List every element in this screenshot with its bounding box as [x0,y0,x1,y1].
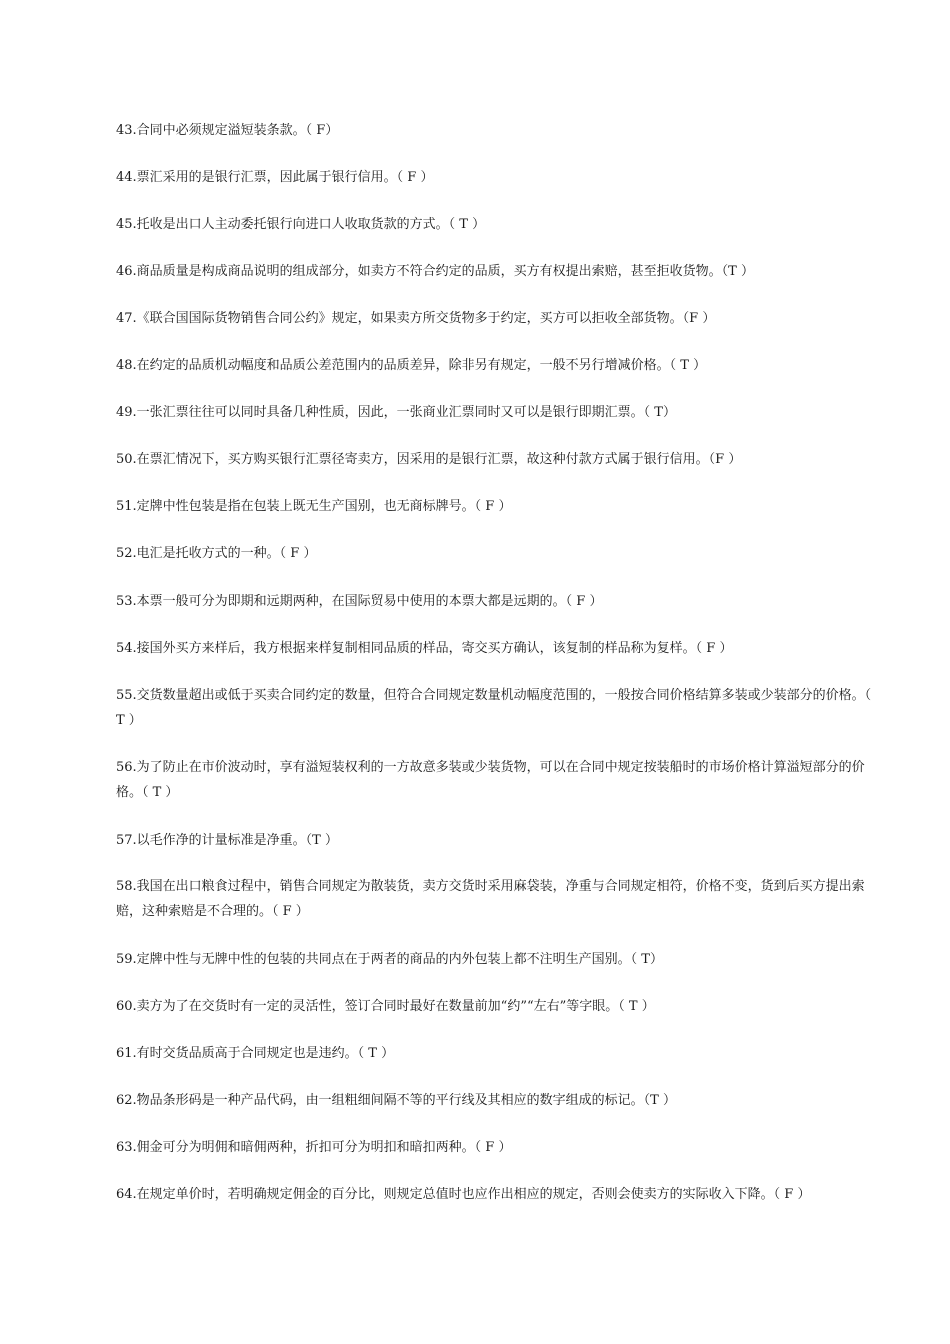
question-60: 60.卖方为了在交货时有一定的灵活性，签订合同时最好在数量前加“约”“左右”等字眼。（ T ） [116,999,655,1014]
question-55: 55.交货数量超出或低于买卖合同约定的数量，但符合合同规定数量机动幅度范围的，一般按合同价格结算多装或少装部分的价格。（ T ） [116,688,872,728]
question-53: 53.本票一般可分为即期和远期两种，在国际贸易中使用的本票大都是远期的。（ F ） [116,594,603,609]
question-51: 51.定牌中性包装是指在包装上既无生产国别，也无商标牌号。（ F ） [116,499,512,514]
question-47: 47.《联合国国际货物销售合同公约》规定，如果卖方所交货物多于约定，买方可以拒收全部货物。（F ） [116,311,716,326]
question-49: 49.一张汇票往往可以同时具备几种性质，因此，一张商业汇票同时又可以是银行即期汇票。（ T） [116,405,676,420]
question-56: 56.为了防止在市价波动时，享有溢短装权利的一方故意多装或少装货物，可以在合同中规定按装船时的市场价格计算溢短部分的价格。（ T ） [116,760,865,800]
question-54: 54.接国外买方来样后，我方根据来样复制相同品质的样品，寄交买方确认，该复制的样品称为复样。（ F ） [116,641,733,656]
question-62: 62.物品条形码是一种产品代码，由一组粗细间隔不等的平行线及其相应的数字组成的标记。（T ） [116,1093,676,1108]
question-61: 61.有时交货品质高于合同规定也是违约。（ T ） [116,1046,395,1061]
question-45: 45.托收是出口人主动委托银行向进口人收取货款的方式。（ T ） [116,217,486,232]
question-44: 44.票汇采用的是银行汇票，因此属于银行信用。（ F ） [116,170,434,185]
question-59: 59.定牌中性与无牌中性的包装的共同点在于两者的商品的内外包装上都不注明生产国别。（ T） [116,952,663,967]
question-64: 64.在规定单价时，若明确规定佣金的百分比，则规定总值时也应作出相应的规定，否则会使卖方的实际收入下降。（ F ） [116,1187,811,1202]
question-63: 63.佣金可分为明佣和暗佣两种，折扣可分为明扣和暗扣两种。（ F ） [116,1140,512,1155]
question-52: 52.电汇是托收方式的一种。（ F ） [116,546,317,561]
question-48: 48.在约定的品质机动幅度和品质公差范围内的品质差异，除非另有规定，一般不另行增减价格。（ T ） [116,358,707,373]
question-57: 57.以毛作净的计量标准是净重。（T ） [116,833,338,848]
question-50: 50.在票汇情况下，买方购买银行汇票径寄卖方，因采用的是银行汇票，故这种付款方式属于银行信用。（F ） [116,452,742,467]
question-58: 58.我国在出口粮食过程中，销售合同规定为散装货，卖方交货时采用麻袋装，净重与合同规定相符，价格不变，货到后买方提出索赔，这种索赔是不合理的。（ F ） [116,879,865,919]
question-46: 46.商品质量是构成商品说明的组成部分，如卖方不符合约定的品质，买方有权提出索赔，甚至拒收货物。（T ） [116,264,754,279]
question-43: 43.合同中必须规定溢短装条款。（ F） [116,123,339,138]
